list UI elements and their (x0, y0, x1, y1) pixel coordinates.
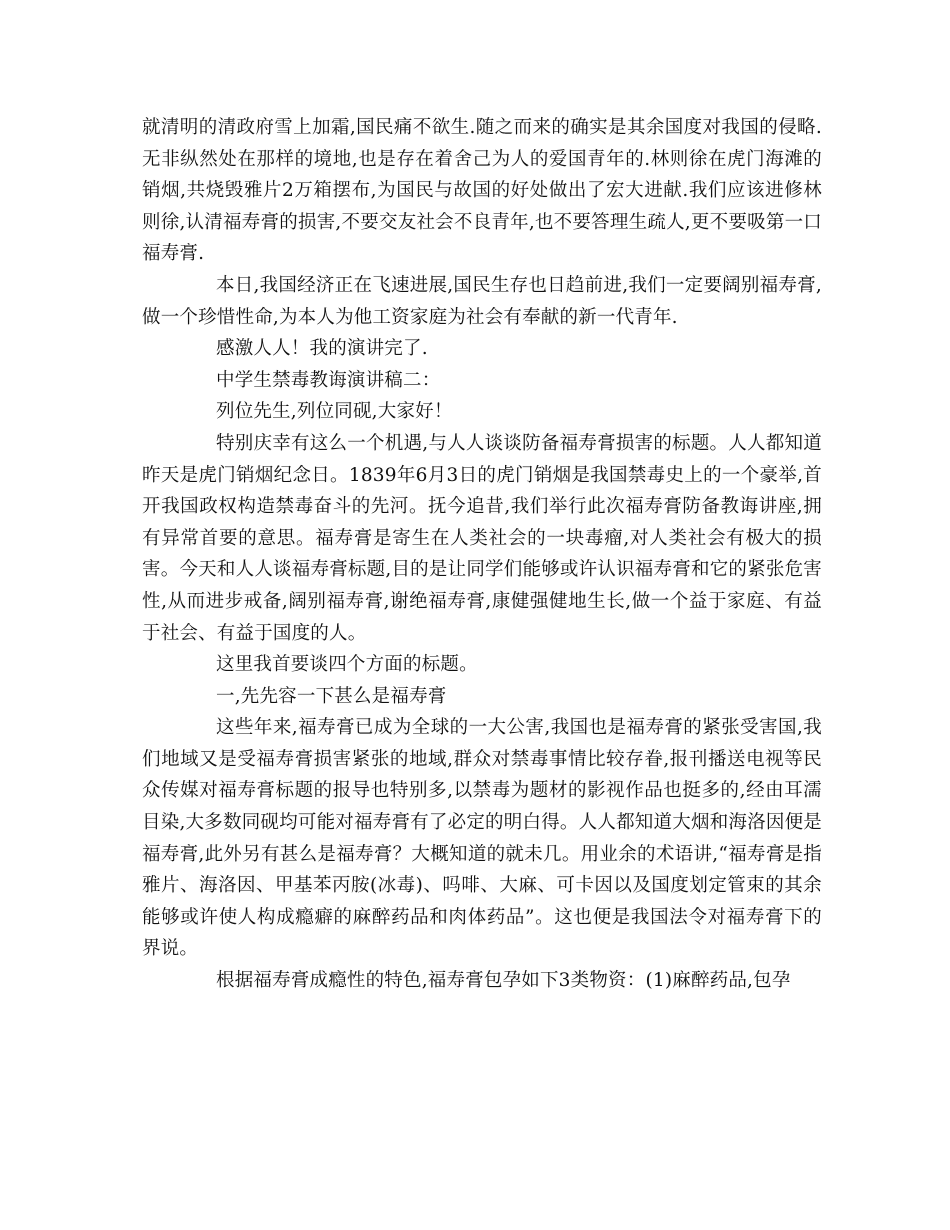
paragraph-9: 这些年来,福寿膏已成为全球的一大公害,我国也是福寿膏的紧张受害国,我们地域又是受福寿膏损害紧张的地域,群众对禁毒事情比较存眷,报刊播送电视等民众传媒对福寿膏标题的报导也特别多,以禁毒为题材的影视作品也挺多的,经由耳濡目染,大多数同砚均可能对福寿膏有了必定的明白得。人人都知道大烟和海洛因便是福寿膏,此外另有甚么是福寿膏？大概知道的就未几。用业余的术语讲,“福寿膏是指雅片、海洛因、甲基苯丙胺(冰毒)、吗啡、大麻、可卡因以及国度划定管束的其余能够或许使人构成瘾癖的麻醉药品和肉体药品”。这也便是我国法令对福寿膏下的界说。 (142, 717, 822, 960)
greeting: 列位先生,列位同砚,大家好！ (216, 401, 453, 423)
section-heading-one: 一,先先容一下甚么是福寿膏 (216, 685, 447, 707)
paragraph-10: 根据福寿膏成瘾性的特色,福寿膏包孕如下3类物资：(1)麻醉药品,包孕 (216, 970, 791, 992)
section-heading-speech-two: 中学生禁毒教诲演讲稿二： (216, 369, 441, 391)
paragraph-7: 这里我首要谈四个方面的标题。 (216, 654, 478, 676)
paragraph-6: 特别庆幸有这么一个机遇,与人人谈谈防备福寿膏损害的标题。人人都知道昨天是虎门销烟纪念日。1839年6月3日的虎门销烟是我国禁毒史上的一个豪举,首开我国政权构造禁毒奋斗的先河。抚今追昔,我们举行此次福寿膏防备教诲讲座,拥有异常首要的意思。福寿膏是寄生在人类社会的一块毒瘤,对人类社会有极大的损害。今天和人人谈福寿膏标题,目的是让同学们能够或许认识福寿膏和它的紧张危害性,从而进步戒备,阔别福寿膏,谢绝福寿膏,康健强健地生长,做一个益于家庭、有益于社会、有益于国度的人。 (142, 432, 822, 644)
document-body (142, 112, 822, 997)
paragraph-2: 本日,我国经济正在飞速进展,国民生存也日趋前进,我们一定要阔别福寿膏,做一个珍惜性命,为本人为他工资家庭为社会有奉献的新一代青年. (142, 274, 822, 328)
paragraph-3: 感激人人！我的演讲完了. (216, 338, 428, 360)
paragraph-1: 就清明的清政府雪上加霜,国民痛不欲生.随之而来的确实是其余国度对我国的侵略.无非纵然处在那样的境地,也是存在着舍己为人的爱国青年的.林则徐在虎门海滩的销烟,共烧毁雅片2万箱摆布,为国民与故国的好处做出了宏大进献.我们应该进修林则徐,认清福寿膏的损害,不要交友社会不良青年,也不要答理生疏人,更不要吸第一口福寿膏. (142, 117, 822, 265)
